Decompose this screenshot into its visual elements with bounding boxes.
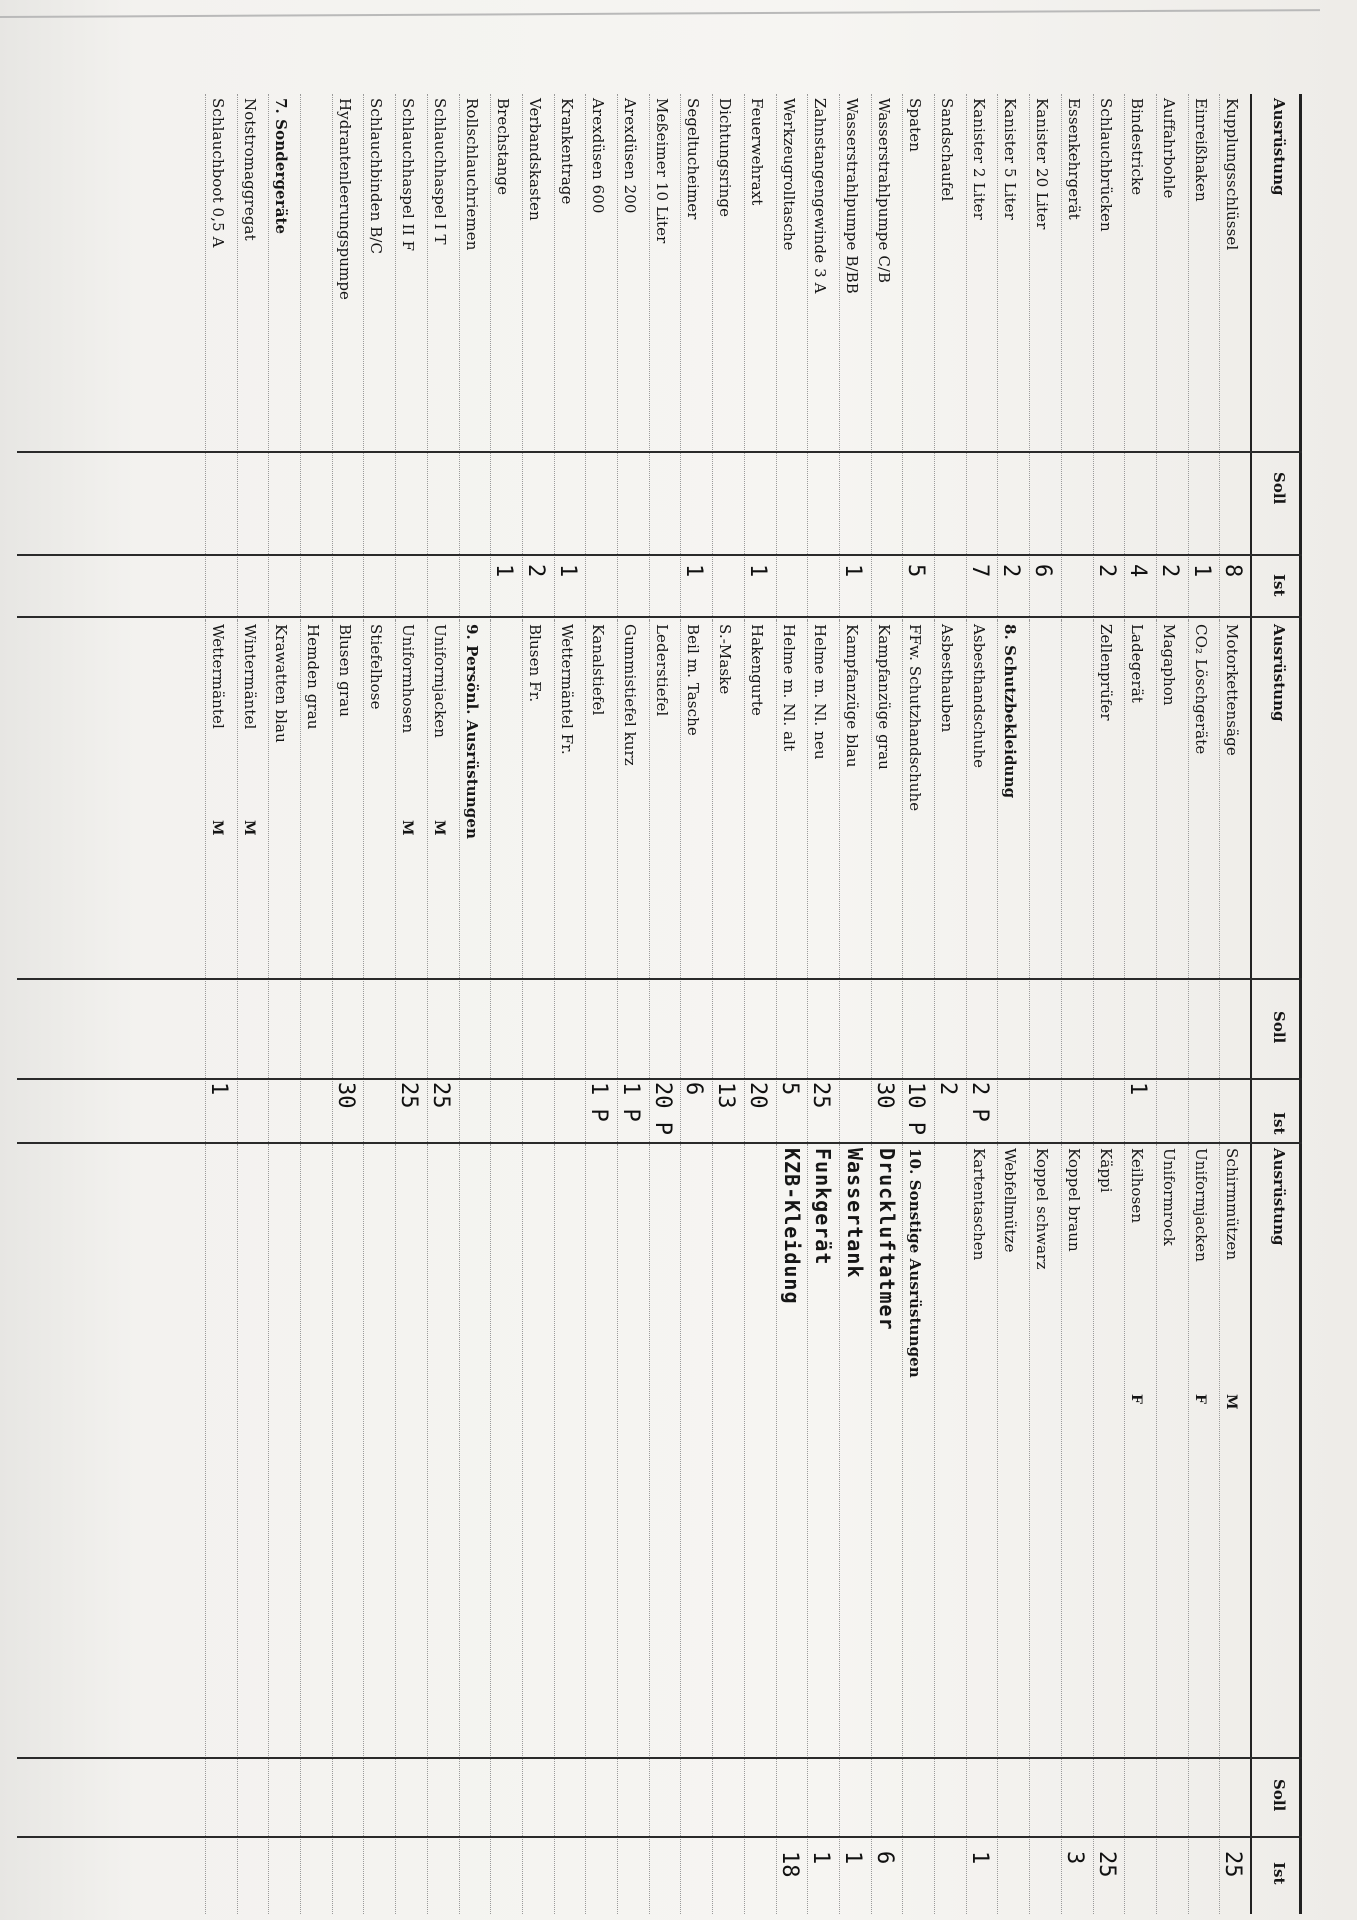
ist-cell: 7: [966, 564, 992, 578]
ist-cell: 25: [1093, 1851, 1119, 1878]
table-row: [680, 1144, 713, 1914]
table-row: [332, 1144, 365, 1914]
item-label: Zellenprüfer: [1096, 624, 1115, 721]
ist-cell: 3: [1061, 1851, 1087, 1865]
item-label: KZB-Kleidung: [779, 1148, 804, 1305]
table-row: [522, 94, 555, 694]
table-row: [268, 1144, 301, 1914]
table-row: [237, 1144, 270, 1914]
item-label: Gummistiefel kurz: [621, 624, 640, 766]
item-label: Hemden grau: [304, 624, 323, 730]
item-size: M: [1223, 1394, 1240, 1410]
item-label: Asbesthandschuhe: [969, 624, 988, 769]
table-row: [522, 1144, 555, 1914]
item-label: Funkgerät: [811, 1148, 836, 1266]
item-size: F: [1191, 1394, 1208, 1404]
table-row: [554, 1144, 587, 1914]
column-divider: [17, 451, 1302, 453]
ist-cell: 1: [681, 564, 707, 578]
item-label: Segeltucheimer: [684, 98, 703, 220]
table-row: [966, 94, 999, 694]
ist-cell: 1 P: [586, 1082, 612, 1122]
item-label: Schlauchhaspel II F: [399, 98, 418, 252]
table-row: [934, 94, 967, 694]
item-label: 10. Sonstige Ausrüstungen: [906, 1148, 925, 1378]
item-label: Helme m. Nl. alt: [779, 624, 798, 752]
ist-cell: 13: [713, 1082, 739, 1109]
ist-cell: 1: [744, 564, 770, 578]
item-label: Dichtungsringe: [716, 98, 735, 218]
ist-cell: 25: [427, 1082, 453, 1109]
ist-cell: 6: [1030, 564, 1056, 578]
table-row: [966, 1144, 999, 1914]
item-label: Magaphon: [1159, 624, 1178, 706]
ist-cell: 6: [871, 1851, 897, 1865]
column-divider: [17, 1757, 1302, 1759]
item-label: Kartentaschen: [969, 1148, 988, 1261]
ist-cell: 2: [935, 1082, 961, 1096]
ist-cell: 1: [205, 1082, 231, 1096]
table-row: [363, 1144, 396, 1914]
item-label: Kanister 2 Liter: [969, 98, 988, 220]
item-size: M: [240, 820, 257, 836]
table-row: [395, 1144, 428, 1914]
ist-cell: 1: [554, 564, 580, 578]
item-label: Krankentrage: [557, 98, 576, 205]
ist-cell: 1: [966, 1851, 992, 1865]
table-row: [871, 94, 904, 694]
ist-cell: 4: [1125, 564, 1151, 578]
table-row: [997, 94, 1030, 694]
ist-cell: 2: [998, 564, 1024, 578]
table-row: [902, 1144, 935, 1914]
table-row: [1124, 94, 1157, 694]
table-row: [585, 1144, 618, 1914]
item-label: Stiefelhose: [367, 624, 386, 710]
table-row: [1188, 94, 1221, 694]
item-label: Ladegerät: [1128, 624, 1147, 703]
table-row: [237, 94, 270, 694]
item-label: Uniformjacken: [430, 624, 449, 738]
column-divider: [17, 616, 1302, 618]
item-label: Blusen Fr.: [525, 624, 544, 703]
column-header-soll: Soll: [1270, 1011, 1288, 1044]
table-row: [712, 94, 745, 694]
column-header-ausruestung: Ausrüstung: [1270, 98, 1288, 196]
item-label: Wettermäntel Fr.: [557, 624, 576, 755]
item-label: Schirmmützen: [1223, 1148, 1242, 1261]
ist-cell: 30: [871, 1082, 897, 1109]
ist-cell: 20: [744, 1082, 770, 1109]
item-label: Feuerwehraxt: [747, 98, 766, 206]
table-row: [617, 94, 650, 694]
ist-cell: 25: [396, 1082, 422, 1109]
ist-cell: 6: [681, 1082, 707, 1096]
item-label: 8. Schutzbekleidung: [1001, 624, 1020, 799]
item-label: Zahnstangengewinde 3 A: [811, 98, 830, 294]
column-header-ist: Ist: [1270, 1112, 1288, 1135]
table-row: [1093, 1144, 1126, 1914]
item-label: Kanister 5 Liter: [1001, 98, 1020, 220]
table-row: [490, 94, 523, 694]
item-label: Kupplungsschlüssel: [1223, 98, 1242, 251]
table-row: [1156, 94, 1189, 694]
item-label: Motorkettensäge: [1223, 624, 1242, 756]
ist-cell: 2: [1156, 564, 1182, 578]
item-label: Bindestricke: [1128, 98, 1147, 196]
table-row: [427, 94, 460, 694]
item-label: Kampfanzüge blau: [842, 624, 861, 768]
item-label: Arexdüsen 200: [621, 98, 640, 214]
item-size: M: [208, 820, 225, 836]
table-row: [839, 1144, 872, 1914]
item-label: Arexdüsen 600: [589, 98, 608, 214]
item-label: Koppel schwarz: [1033, 1148, 1052, 1270]
ist-cell: 1: [839, 564, 865, 578]
ist-cell: 1: [1125, 1082, 1151, 1096]
table-row: [1219, 1144, 1252, 1914]
item-label: Uniformhosen: [399, 624, 418, 734]
ist-cell: 20 P: [649, 1082, 675, 1135]
table-row: [776, 1144, 809, 1914]
ist-cell: 8: [1220, 564, 1246, 578]
item-label: Rollschlauchriemen: [462, 98, 481, 251]
item-label: Wasserstrahlpumpe C/B: [874, 98, 893, 284]
item-label: Werkzeugrolltasche: [779, 98, 798, 251]
table-row: [1156, 1144, 1189, 1914]
item-label: Essenkehrgerät: [1064, 98, 1083, 220]
table-row: [744, 94, 777, 694]
table-row: [363, 94, 396, 694]
item-label: Druckluftatmer: [874, 1148, 899, 1331]
table-row: [1061, 1144, 1094, 1914]
item-label: Uniformjacken: [1191, 1148, 1210, 1262]
table-row: [205, 1144, 238, 1914]
ist-cell: 1: [491, 564, 517, 578]
item-label: Koppel braun: [1064, 1148, 1083, 1252]
table-row: [459, 1144, 492, 1914]
ist-cell: 5: [776, 1082, 802, 1096]
column-header-ist: Ist: [1270, 1862, 1288, 1885]
item-label: CO₂ Löschgeräte: [1191, 624, 1210, 755]
item-size: M: [399, 820, 416, 836]
section-3-header: [1250, 1144, 1302, 1914]
table-row: [395, 94, 428, 694]
table-row: [902, 94, 935, 694]
item-label: Hakengurte: [747, 624, 766, 716]
item-label: Schlauchboot 0,5 A: [208, 98, 227, 248]
item-label: Helme m. Nl. neu: [811, 624, 830, 760]
ist-cell: 1: [808, 1851, 834, 1865]
item-label: Schlauchbrücken: [1096, 98, 1115, 232]
inventory-section-1: [17, 94, 1302, 694]
table-row: [776, 94, 809, 694]
item-label: Kampfanzüge grau: [874, 624, 893, 770]
item-label: Wasserstrahlpumpe B/BB: [842, 98, 861, 294]
table-row: [1219, 94, 1252, 694]
table-row: [300, 94, 333, 694]
ist-cell: 1: [839, 1851, 865, 1865]
ist-cell: 2: [1093, 564, 1119, 578]
item-label: S.-Maske: [716, 624, 735, 695]
table-row: [839, 94, 872, 694]
column-header-ist: Ist: [1270, 574, 1288, 597]
table-row: [1188, 1144, 1221, 1914]
table-row: [617, 1144, 650, 1914]
ist-cell: 2: [522, 564, 548, 578]
item-label: Asbesthauben: [938, 624, 957, 733]
item-label: Käppi: [1096, 1148, 1115, 1193]
item-label: Meßeimer 10 Liter: [652, 98, 671, 244]
equipment-inventory-form: [17, 94, 1302, 1914]
item-label: Kanister 20 Liter: [1033, 98, 1052, 230]
table-row: [680, 94, 713, 694]
item-label: Krawatten blau: [272, 624, 291, 743]
column-header-ausruestung: Ausrüstung: [1270, 624, 1288, 722]
ist-cell: 1: [1188, 564, 1214, 578]
item-size: M: [430, 820, 447, 836]
table-row: [268, 94, 301, 694]
table-row: [300, 1144, 333, 1914]
inventory-section-3: [17, 1144, 1302, 1914]
item-label: Wintermäntel: [240, 624, 259, 730]
column-header-soll: Soll: [1270, 1779, 1288, 1812]
ist-cell: 18: [776, 1851, 802, 1878]
item-label: Schlauchbinden B/C: [367, 98, 386, 255]
table-row: [1029, 1144, 1062, 1914]
ist-cell: 10 P: [903, 1082, 929, 1135]
table-row: [332, 94, 365, 694]
item-size: F: [1128, 1394, 1145, 1404]
table-row: [1093, 94, 1126, 694]
table-row: [1029, 94, 1062, 694]
table-row: [427, 1144, 460, 1914]
table-row: [744, 1144, 777, 1914]
table-row: [997, 1144, 1030, 1914]
column-header-soll: Soll: [1270, 472, 1288, 505]
item-label: 9. Persönl. Ausrüstungen: [462, 624, 481, 840]
item-label: Schlauchhaspel I T: [430, 98, 449, 245]
table-row: [649, 94, 682, 694]
item-label: FFw. Schutzhandschuhe: [906, 624, 925, 812]
table-row: [807, 1144, 840, 1914]
section-1-header: [1250, 94, 1302, 694]
column-divider: [17, 978, 1302, 980]
ist-cell: 2 P: [966, 1082, 992, 1122]
item-label: Webfellmütze: [1001, 1148, 1020, 1253]
column-header-ausruestung: Ausrüstung: [1270, 1148, 1288, 1246]
item-label: Beil m. Tasche: [684, 624, 703, 736]
table-row: [871, 1144, 904, 1914]
item-label: Auffahrbohle: [1159, 98, 1178, 199]
table-row: [585, 94, 618, 694]
item-label: Keilhosen: [1128, 1148, 1147, 1224]
ist-cell: 25: [1220, 1851, 1246, 1878]
table-row: [934, 1144, 967, 1914]
item-label: Wassertank: [842, 1148, 867, 1279]
item-label: Notstromaggregat: [240, 98, 259, 241]
table-row: [490, 1144, 523, 1914]
item-label: Lederstiefel: [652, 624, 671, 717]
item-label: Einreißhaken: [1191, 98, 1210, 202]
table-row: [807, 94, 840, 694]
table-row: [649, 1144, 682, 1914]
item-label: Sandschaufel: [938, 98, 957, 202]
item-label: Brechstange: [494, 98, 513, 196]
table-row: [205, 94, 238, 694]
column-divider: [17, 1078, 1302, 1080]
item-label: Hydrantenleerungspumpe: [335, 98, 354, 301]
item-label: Wettermäntel: [208, 624, 227, 729]
item-label: Spaten: [906, 98, 925, 152]
column-divider: [17, 1836, 1302, 1838]
table-row: [1124, 1144, 1157, 1914]
page-edge-line: [0, 9, 1320, 18]
table-row: [712, 1144, 745, 1914]
ist-cell: 1 P: [618, 1082, 644, 1122]
ist-cell: 25: [808, 1082, 834, 1109]
ist-cell: 5: [903, 564, 929, 578]
item-label: Verbandskasten: [525, 98, 544, 221]
ist-cell: 30: [332, 1082, 358, 1109]
table-row: [1061, 94, 1094, 694]
table-row: [459, 94, 492, 694]
column-divider: [17, 554, 1302, 556]
item-label: 7. Sondergeräte: [272, 98, 291, 235]
table-row: [554, 94, 587, 694]
item-label: Kanalstiefel: [589, 624, 608, 716]
item-label: Blusen grau: [335, 624, 354, 717]
item-label: Uniformrock: [1159, 1148, 1178, 1246]
